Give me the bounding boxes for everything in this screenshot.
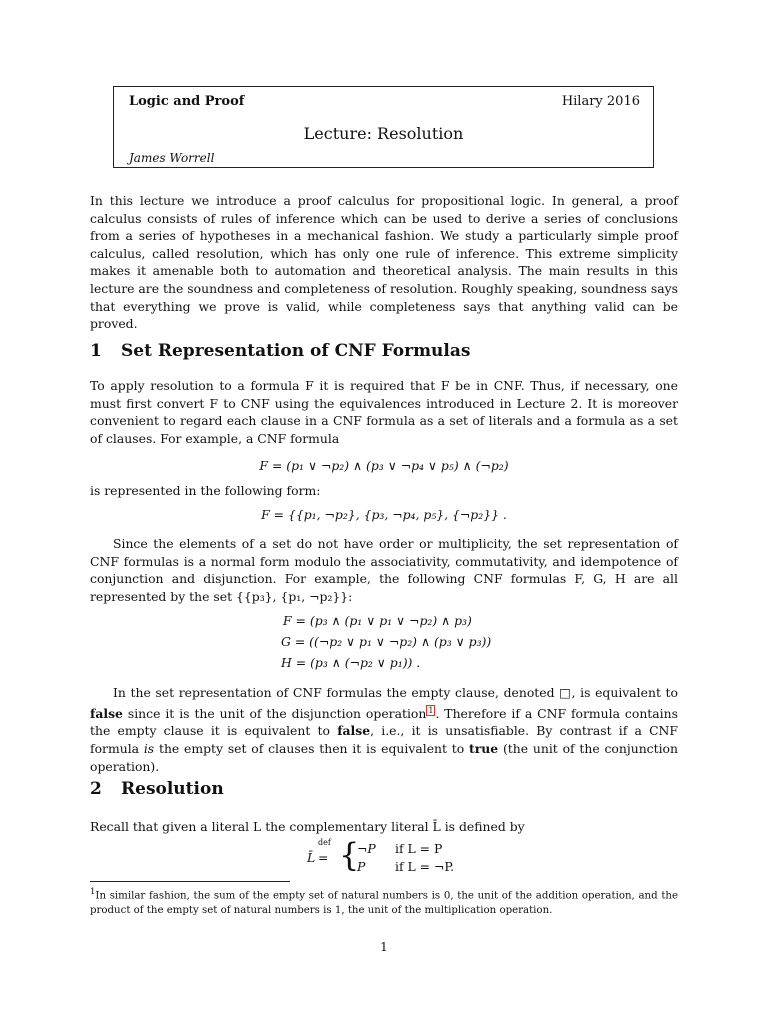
section-1-paragraph-2: is represented in the following form: <box>90 483 321 498</box>
case-1 <box>357 841 443 856</box>
section-title: Set Representation of CNF Formulas <box>121 341 471 361</box>
section-1-paragraph-3: Since the elements of a set do not have order or multiplicity, the set representation of CNF formulas is a normal form modulo the associativity, commutativity, and idempotence of conjunction and disjunction. For example, the following CNF formulas F, G, H are all represented by the set {{p₃}, {p₁, ¬p₂}}: <box>90 536 678 604</box>
def-label: def <box>318 838 331 847</box>
equation-F: F = (p₃ ∧ (p₁ ∨ p₁ ∨ ¬p₂) ∧ p₃) <box>283 613 472 628</box>
footnote-divider <box>90 881 290 882</box>
section-number: 1 <box>90 341 102 361</box>
section-2-heading <box>90 779 224 799</box>
equation-G: G = ((¬p₂ ∨ p₁ ∨ ¬p₂) ∧ (p₃ ∨ p₃)) <box>281 634 492 649</box>
section-1-paragraph-4 <box>90 684 678 775</box>
section-number: 2 <box>90 779 102 799</box>
italic-term: is <box>143 740 155 756</box>
footnote-link[interactable]: 1 <box>428 705 434 715</box>
complement-definition <box>307 836 477 876</box>
section-1-paragraph-1: To apply resolution to a formula F it is required that F be in CNF. Thus, if necessary, one must first convert F to CNF using the equivalences introduced in Lecture 2. It is moreover convenient to regard each clause in a CNF formula as a set of literals and a formula as a set of clauses. For example, a CNF formula <box>90 378 678 446</box>
text-run: since it is the unit of the disjunction operation <box>122 705 427 721</box>
lecture-header-box <box>113 86 654 168</box>
bold-term: false <box>337 723 371 739</box>
term-label: Hilary 2016 <box>561 94 640 109</box>
intro-paragraph: In this lecture we introduce a proof calculus for propositional logic. In general, a proof calculus consists of rules of inference which can be used to derive a series of conclusions from a series of hypotheses in a mechanical fashion. We study a particularly simple proof calculus, called resolution, which has only one rule of inference. This extreme simplicity makes it amenable both to automation and theoretical analysis. The main results in this lecture are the soundness and completeness of resolution. Roughly speaking, soundness says that everything we prove is valid, while completeness says that anything valid can be proved. <box>90 193 678 332</box>
bold-term: false <box>90 705 123 721</box>
equals-sign: = <box>318 850 329 865</box>
lecture-title: Lecture: Resolution <box>303 124 464 143</box>
case-condition: if L = P <box>395 841 443 856</box>
case-2 <box>357 859 455 874</box>
section-1-heading <box>90 341 470 361</box>
left-brace: { <box>339 836 360 874</box>
equation-H: H = (p₃ ∧ (¬p₂ ∨ p₁)) . <box>281 655 421 670</box>
case-value: ¬P <box>357 841 376 856</box>
text-run: (the unit of the conjunction operation). <box>90 740 678 774</box>
definition-lhs: L̄ <box>307 850 316 865</box>
text-run: In the set representation of CNF formulas the empty clause, denoted □, is equivalent to <box>113 685 678 700</box>
page-number: 1 <box>380 940 388 954</box>
author-name: James Worrell <box>129 151 215 165</box>
footnote-mark: 1 <box>90 887 96 897</box>
equation-set-form: F = {{p₁, ¬p₂}, {p₃, ¬p₄, p₅}, {¬p₂}} . <box>261 507 507 522</box>
bold-term: true <box>469 740 499 756</box>
section-2-paragraph-1: Recall that given a literal L the complementary literal L̄ is defined by <box>90 819 525 834</box>
equation-cnf: F = (p₁ ∨ ¬p₂) ∧ (p₃ ∨ ¬p₄ ∨ p₅) ∧ (¬p₂) <box>259 458 509 473</box>
case-condition: if L = ¬P. <box>395 859 455 874</box>
footnote <box>90 885 678 918</box>
text-run: , i.e., it is unsatisfiable. By contrast if a CNF formula <box>90 723 678 756</box>
course-name: Logic and Proof <box>129 94 245 109</box>
section-title: Resolution <box>121 779 224 799</box>
text-run: the empty set of clauses then it is equivalent to <box>154 740 470 756</box>
case-value: P <box>357 859 366 874</box>
footnote-text: In similar fashion, the sum of the empty set of natural numbers is 0, the unit of the addition operation, and the product of the empty set of natural numbers is 1, the unit of the multiplication operation. <box>90 890 678 917</box>
text-run: . Therefore if a CNF formula contains the empty clause it is equivalent to <box>90 705 678 739</box>
